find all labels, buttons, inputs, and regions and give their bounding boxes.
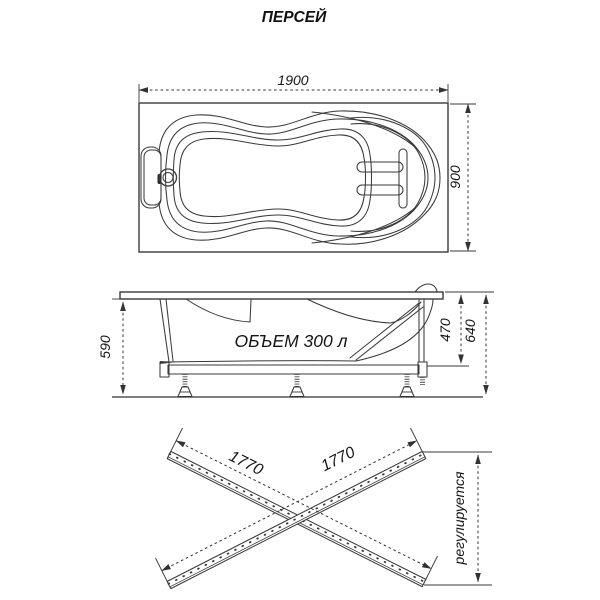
drain-icon [160, 169, 177, 186]
dim-640 [445, 292, 494, 394]
fork-connector [399, 149, 407, 208]
adjustable-label: регулируется [451, 471, 467, 565]
top-view [139, 72, 476, 252]
dim-590-label: 590 [97, 335, 113, 359]
dim-470-label: 470 [437, 318, 453, 342]
top-length-dimension [139, 72, 448, 102]
support-frame [160, 362, 427, 385]
adjustable-leg [290, 374, 304, 397]
top-length-label: 1900 [277, 72, 309, 88]
bottom-view [156, 428, 493, 589]
rim-bar [120, 292, 443, 299]
top-width-dimension [447, 104, 476, 251]
side-view [97, 284, 494, 397]
top-width-label: 900 [447, 165, 463, 189]
dim-1770-a-label: 1770 [226, 447, 266, 480]
fork-prong-bottom [357, 185, 403, 195]
drawing-title: ПЕРСЕЙ [261, 9, 327, 26]
dim-590 [97, 302, 123, 394]
rim-spout [415, 284, 437, 292]
dim-1770-a [170, 428, 438, 581]
adjustable-leg [400, 374, 414, 397]
headrest-fork [351, 117, 435, 237]
dim-1770-b-label: 1770 [318, 443, 358, 476]
adjustable-leg [178, 374, 192, 397]
fork-prong-top [357, 162, 403, 172]
volume-label: ОБЪЕМ 300 л [234, 331, 348, 351]
tub-top-contours [158, 111, 441, 244]
dim-640-label: 640 [462, 319, 478, 343]
